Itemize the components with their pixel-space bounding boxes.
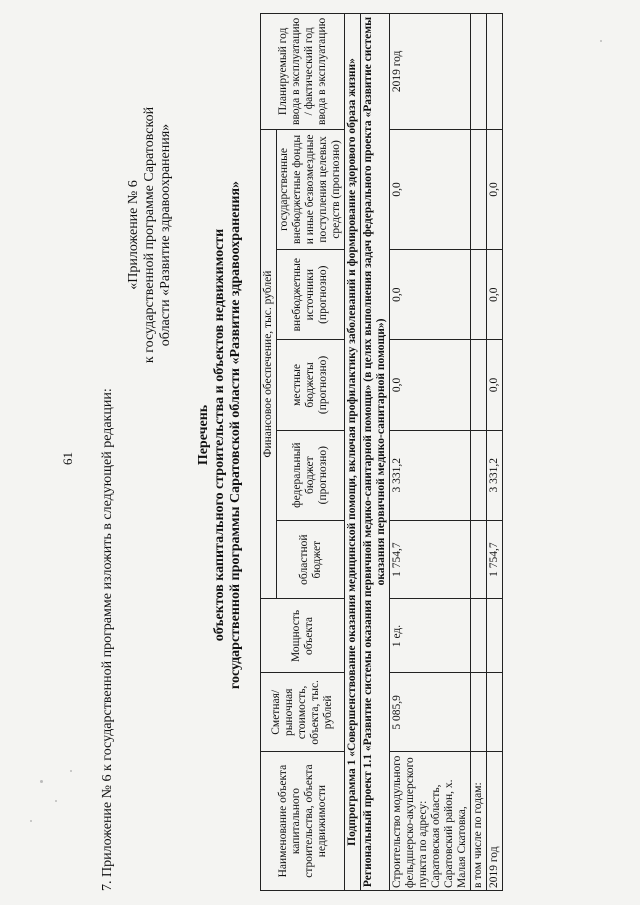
cell-regional: 1 754,7: [487, 520, 503, 599]
cell-name: Строительство модульного фельдшерско-акушерского пункта по адресу: Саратовская область, Саратовский район, х. Малая Скатовка,: [390, 752, 471, 891]
header-row-1: [261, 14, 277, 891]
cell-local: 0,0: [390, 340, 471, 430]
cell-state-funds: 0,0: [390, 129, 471, 249]
cell-federal: 3 331,2: [487, 430, 503, 520]
header-regional: областной бюджет: [277, 520, 345, 599]
appendix-line3: области «Развитие здравоохранения»: [158, 123, 173, 347]
cell-name: 2019 год: [487, 752, 503, 891]
cell-capacity: 1 ед.: [390, 599, 471, 673]
page-number: 61: [60, 452, 75, 465]
header-state-funds: государственные внебюджетные фонды и иные безвозмездные поступления целевых средств (прогнозно): [277, 129, 345, 249]
cell-federal: [471, 430, 487, 520]
cell-cost: [471, 673, 487, 752]
header-extrabudget: внебюджетные источники (прогнозно): [277, 250, 345, 340]
cell-extrabudget: 0,0: [390, 250, 471, 340]
subprogram-row: [345, 14, 361, 891]
cell-local: 0,0: [487, 340, 503, 430]
header-cost: Сметная/ рыночная стоимость, объекта, тыс. рублей: [261, 673, 345, 752]
project-row: [361, 14, 390, 891]
header-year: Планируемый год ввода в эксплуатацию / фактический год ввода в эксплуатацию: [261, 14, 345, 130]
header-local: местные бюджеты (прогнозно): [277, 340, 345, 430]
header-financing: Финансовое обеспечение, тыс. рублей: [261, 129, 277, 599]
cell-capacity: [471, 599, 487, 673]
table-row: [487, 14, 503, 891]
title-line1: Перечень: [196, 404, 211, 466]
project-title: Региональный проект 1.1 «Развитие системы оказания первичной медико-санитарной помощи» (в целях выполнения задач федерального проекта «Развитие системы оказания первичной медико-санитарной помощи»): [361, 14, 390, 891]
cell-name: в том числе по годам:: [471, 752, 487, 891]
cell-federal: 3 331,2: [390, 430, 471, 520]
intro-text: 7. Приложение № 6 к государственной программе изложить в следующей редакции:: [100, 388, 115, 891]
cell-year: [471, 14, 487, 130]
cell-cost: [487, 673, 503, 752]
cell-local: [471, 340, 487, 430]
appendix-header: [126, 55, 174, 415]
table-row: [390, 14, 471, 891]
title-line2: объектов капитального строительства и объектов недвижимости: [212, 228, 227, 642]
cell-regional: 1 754,7: [390, 520, 471, 599]
title-line3: государственной программы Саратовской области «Развитие здравоохранения»: [228, 180, 243, 690]
cell-year: 2019 год: [390, 14, 471, 130]
cell-extrabudget: 0,0: [487, 250, 503, 340]
header-capacity: Мощность объекта: [261, 599, 345, 673]
header-federal: федеральный бюджет (прогнозно): [277, 430, 345, 520]
appendix-line2: к государственной программе Саратовской: [142, 106, 157, 364]
appendix-line1: «Приложение № 6: [126, 180, 141, 290]
cell-state-funds: [471, 129, 487, 249]
header-name: Наименование объекта капитального строительства, объекта недвижимости: [261, 752, 345, 891]
cell-regional: [471, 520, 487, 599]
cell-year: [487, 14, 503, 130]
cell-cost: 5 085,9: [390, 673, 471, 752]
cell-extrabudget: [471, 250, 487, 340]
table-row: [471, 14, 487, 891]
cell-capacity: [487, 599, 503, 673]
document-title: [196, 85, 244, 785]
subprogram-title: Подпрограмма 1 «Совершенствование оказания медицинской помощи, включая профилактику заболеваний и формирование здорового образа жизни»: [345, 14, 361, 891]
cell-state-funds: 0,0: [487, 129, 503, 249]
objects-table: [260, 13, 503, 891]
